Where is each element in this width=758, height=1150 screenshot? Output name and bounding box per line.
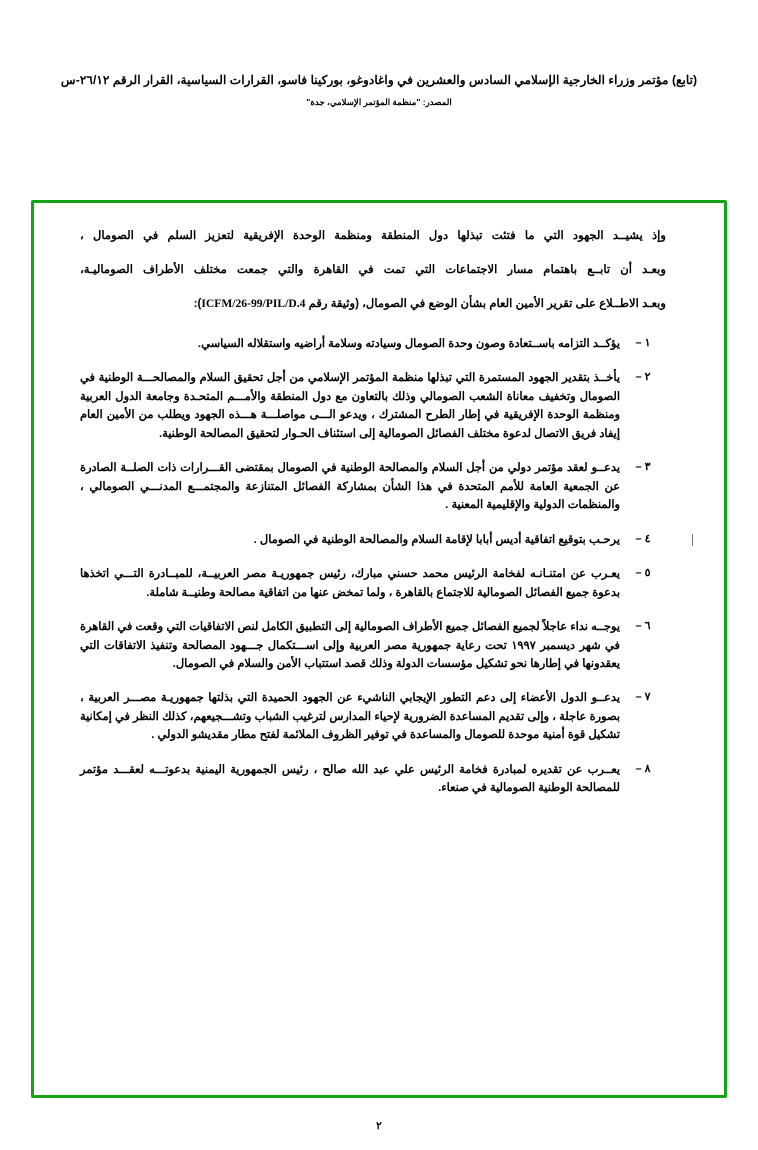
clause-verb: يعــرب bbox=[587, 763, 620, 776]
preamble-text: باهتمام مسار الاجتماعات التي تمت في القاهرة والتي جمعت مختلف الأطراف الصوماليـة، bbox=[80, 262, 588, 276]
preamble-block bbox=[80, 227, 666, 313]
clause-item bbox=[80, 618, 666, 673]
clause-body-text: نداء عاجلاً لجميع الفصائل جميع الأطراف الصومالية إلى التطبيق الكامل لنص الاتفاقيات التي وقعت في القاهرة في شهر ديسمبر ١٩٩٧ تحت رعاية جمهورية مصر العربية وإلى اســـتكمال جـــهود المصالحة وتنفيذ الاتفاقات التي يعقدونها في إطارها نحو تشكيل مؤسسات الدولة وذلك قصد استتباب الأمن والسلام في الصومال. bbox=[80, 621, 620, 670]
document-header bbox=[0, 72, 758, 108]
header-source: المصدر: "منظمة المؤتمر الإسلامي، جدة" bbox=[306, 97, 452, 108]
preamble-text: على تقرير الأمين العام بشأن الوضع في الصومال، (وثيقة رقم bbox=[305, 296, 600, 310]
preamble-line bbox=[80, 227, 666, 245]
preamble-text: الجهود التي ما فتئت تبذلها دول المنطقة ومنظمة الوحدة الإفريقية لتعزيز السلم في الصومال ، bbox=[80, 229, 613, 242]
clause-verb: يؤكــد bbox=[592, 337, 620, 350]
clause-verb: يدعــو bbox=[591, 692, 620, 705]
page-number: ٢ bbox=[376, 1120, 382, 1132]
clause-text bbox=[80, 618, 620, 673]
clause-text bbox=[80, 369, 620, 443]
clause-number: ٧ – bbox=[635, 691, 651, 704]
clause-item bbox=[80, 689, 666, 744]
clause-item bbox=[80, 565, 666, 602]
clause-number: ٥ – bbox=[635, 567, 651, 580]
clause-text bbox=[80, 565, 620, 602]
preamble-tail: ): bbox=[193, 296, 202, 310]
clause-text bbox=[80, 689, 620, 744]
clause-item bbox=[80, 459, 666, 514]
clause-text bbox=[80, 459, 620, 514]
clause-number: ٨ – bbox=[635, 762, 651, 775]
clause-list bbox=[80, 335, 666, 798]
clause-number: ٤ – bbox=[635, 532, 651, 545]
clause-verb: يأخــذ bbox=[593, 372, 620, 385]
clause-number: ٦ – bbox=[635, 620, 651, 633]
clause-body-text: الدول الأعضاء إلى دعم التطور الإيجابي الناشيء عن الجهود الحميدة التي بذلتها جمهوريـة مصـــر العربية ، بصورة عاجلة ، وإلى تقديم المساعدة الضرورية لإحياء المدارس لترغيب الشباب وتشـــجيعهم، كذلك النظر في إمكانية تشكيل قوة أمنية موحدة للصومال والمساعدة في توفير الظروف الملائمة لفتح مطار مقديشو الدولي . bbox=[80, 692, 620, 742]
header-title: (تابع) مؤتمر وزراء الخارجية الإسلامي السادس والعشرين في واغادوغو، بوركينا فاسو، القرارات السياسية، القرار الرقم ٢٦/١٢-س bbox=[60, 73, 698, 87]
clause-body-text: لفخامة الرئيس محمد حسني مبارك، رئيس جمهوريـة مصر العربيــة، للمبــادرة التـــي اتخذها بدعوة جميع الفصائل الصومالية للاجتماع بالقاهرة ، ولما تمخض عنها من اتفاقية مصالحة وطنيــة شاملة. bbox=[80, 568, 620, 599]
clause-verb: يعـرب عن امتنـانـه bbox=[529, 568, 620, 581]
preamble-lead: وإذ يشيــد bbox=[612, 229, 666, 242]
document-page bbox=[0, 72, 758, 1150]
clause-body-text: بتقدير الجهود المستمرة التي تبذلها منظمة المؤتمر الإسلامي من أجل تحقيق السلام والمصالحـــة الوطنية في الصومال وتخفيف معاناة الشعب الصومالي وذلك بالتعاون مع دول المنطقة والأمـــم المتحـدة وجامعة الدول العربية ومنظمة الوحدة الإفريقية في إطار الطرح المشترك ، ويدعو الـــى مواصلـــة هـــذه الجهود ويطلب من الأمين العام إيفاد فريق الاتصال لدعوة مختلف الفصائل الصومالية إلى استئناف الحـوار لتحقيق المصالحة الوطنية. bbox=[80, 372, 620, 440]
document-reference-code: ICFM/26-99/PIL/D.4 bbox=[201, 296, 306, 310]
clause-number: ٢ – bbox=[635, 371, 651, 384]
clause-number: ٣ – bbox=[635, 461, 651, 474]
clause-item bbox=[80, 369, 666, 443]
clause-text bbox=[80, 761, 620, 798]
clause-number: ١ – bbox=[635, 336, 651, 349]
clause-body-text: لعقد مؤتمر دولي من أجل السلام والمصالحة الوطنية في الصومال بمقتضى القـــرارات ذات الصلــة الصادرة عن الجمعية العامة للأمم المتحدة في هذا الشأن بمشاركة الفصائل المتنازعة والمجتمـــع المدنـــي الصومالي ، والمنظمات الدولية والإقليمية المعنية . bbox=[80, 462, 620, 512]
clause-body-text: التزامه باســتعادة وصون وحدة الصومال وسيادته وسلامة أراضيه واستقلاله السياسي. bbox=[197, 337, 593, 350]
clause-text bbox=[80, 531, 620, 549]
clause-text bbox=[80, 335, 620, 353]
clause-verb: يدعــو bbox=[591, 462, 620, 475]
preamble-line bbox=[80, 295, 666, 313]
clause-body-text: بتوقيع اتفاقية أديس أبابا لإقامة السلام والمصالحة الوطنية في الصومال . bbox=[253, 533, 589, 546]
margin-tick-mark bbox=[692, 534, 693, 546]
clause-body-text: عن تقديره لمبادرة فخامة الرئيس علي عبد الله صالح ، رئيس الجمهورية اليمنية بدعوتـــه لعقـــد مؤتمر للمصالحة الوطنية الصومالية في صنعاء. bbox=[80, 763, 620, 795]
clause-item bbox=[80, 531, 666, 549]
preamble-line bbox=[80, 261, 666, 279]
content-frame bbox=[31, 200, 727, 1098]
content-frame-inner bbox=[34, 203, 724, 824]
clause-verb: يرحـب bbox=[588, 533, 620, 546]
page-footer bbox=[0, 1120, 758, 1132]
preamble-lead: وبعـد أن تابــع bbox=[587, 262, 667, 276]
preamble-lead: وبعـد الاطــلاع bbox=[599, 296, 666, 310]
clause-item bbox=[80, 335, 666, 353]
clause-verb: يوجــه bbox=[591, 621, 620, 634]
clause-item bbox=[80, 761, 666, 798]
